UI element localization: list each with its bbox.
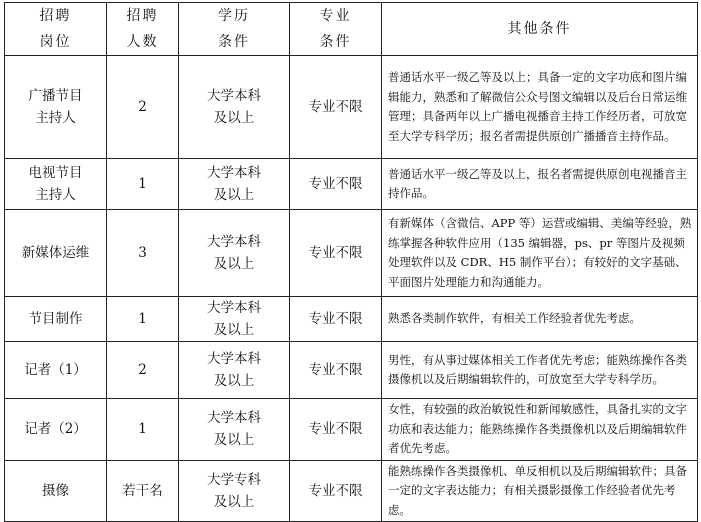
education-line: 及以上 (213, 493, 255, 510)
education-cell (179, 56, 290, 159)
conditions-cell: 有新媒体（含微信、APP 等）运营或编辑、美编等经验，熟练掌握各种软件应用（135 编辑器，ps、pr 等图片及视频处理软件以及 CDR、H5 制作平台）；有较好的文字基础、平面图片处理能力和沟通能力。 (382, 210, 698, 297)
table-row (5, 297, 698, 342)
major-cell: 专业不限 (290, 399, 382, 461)
conditions-cell: 普通话水平一级乙等及以上，报名者需提供原创电视播音主持作品。 (382, 159, 698, 210)
education-cell (179, 460, 290, 522)
recruitment-table (4, 2, 698, 522)
position-line: 主持人 (35, 187, 76, 203)
education-line: 及以上 (213, 110, 255, 126)
position-cell (5, 159, 107, 210)
position-line: 广播节目 (28, 88, 83, 104)
header-row (5, 3, 698, 56)
education-line: 大学本科 (207, 165, 261, 181)
position-cell: 新媒体运维 (5, 210, 107, 297)
position-cell: 记者（1） (5, 342, 107, 399)
header-position-line2: 岗位 (39, 34, 72, 50)
header-education-line2: 条件 (218, 34, 250, 50)
education-line: 及以上 (213, 373, 255, 389)
header-major-line1: 专业 (319, 8, 352, 24)
education-line: 大学本科 (207, 410, 261, 427)
table-row (5, 460, 698, 522)
education-line: 大学本科 (207, 300, 261, 316)
count-cell: 1 (107, 159, 179, 210)
major-cell: 专业不限 (290, 342, 382, 399)
header-major-line2: 条件 (319, 34, 352, 50)
education-line: 及以上 (213, 432, 255, 449)
header-count-line1: 招聘 (126, 8, 159, 24)
count-cell: 1 (107, 399, 179, 461)
count-cell: 2 (107, 342, 179, 399)
position-line: 电视节目 (28, 165, 83, 181)
table-row (5, 56, 698, 159)
education-line: 及以上 (213, 322, 255, 338)
position-cell: 节目制作 (5, 297, 107, 342)
conditions-cell: 熟悉各类制作软件，有相关工作经验者优先考虑。 (382, 297, 698, 342)
conditions-cell: 女性，有较强的政治敏锐性和新闻敏感性，具备扎实的文字功底和表达能力；能熟练操作各类摄像机以及后期编辑软件者优先考虑。 (382, 399, 698, 461)
position-cell: 摄像 (5, 460, 107, 522)
position-line: 主持人 (35, 110, 76, 126)
position-cell (5, 56, 107, 159)
header-major (290, 3, 382, 56)
conditions-cell: 男性，有从事过媒体相关工作者优先考虑；能熟练操作各类摄像机以及后期编辑软件的，可放宽至大学专科学历。 (382, 342, 698, 399)
education-line: 及以上 (213, 256, 255, 272)
education-cell (179, 342, 290, 399)
major-cell: 专业不限 (290, 210, 382, 297)
header-count (107, 3, 179, 56)
count-cell: 2 (107, 56, 179, 159)
count-cell: 3 (107, 210, 179, 297)
header-education (179, 3, 290, 56)
table-row (5, 210, 698, 297)
header-position (5, 3, 107, 56)
header-other: 其他条件 (382, 3, 698, 56)
education-cell (179, 297, 290, 342)
education-line: 大学本科 (207, 351, 261, 367)
table-row (5, 399, 698, 461)
education-cell (179, 210, 290, 297)
conditions-cell: 普通话水平一级乙等及以上；具备一定的文字功底和图片编辑能力，熟悉和了解微信公众号图文编辑以及后台日常运维管理；具备两年以上广播电视播音主持工作经历者，可放宽至大学专科学历；报名者需提供原创广播播音主持作品。 (382, 56, 698, 159)
major-cell: 专业不限 (290, 159, 382, 210)
count-cell: 若干名 (107, 460, 179, 522)
major-cell: 专业不限 (290, 56, 382, 159)
major-cell: 专业不限 (290, 297, 382, 342)
education-line: 大学本科 (207, 234, 261, 250)
header-count-line2: 人数 (126, 34, 159, 50)
table-row (5, 159, 698, 210)
education-line: 大学专科 (207, 471, 261, 488)
count-cell: 1 (107, 297, 179, 342)
education-line: 大学本科 (207, 88, 261, 104)
education-line: 及以上 (213, 187, 255, 203)
position-cell: 记者（2） (5, 399, 107, 461)
conditions-cell: 能熟练操作各类摄像机、单反相机以及后期编辑软件；具备一定的文字表达能力；有相关摄影摄像工作经验者优先考虑。 (382, 460, 698, 522)
header-position-line1: 招聘 (39, 8, 72, 24)
table-row (5, 342, 698, 399)
header-education-line1: 学历 (218, 8, 250, 24)
education-cell (179, 159, 290, 210)
education-cell (179, 399, 290, 461)
major-cell: 专业不限 (290, 460, 382, 522)
